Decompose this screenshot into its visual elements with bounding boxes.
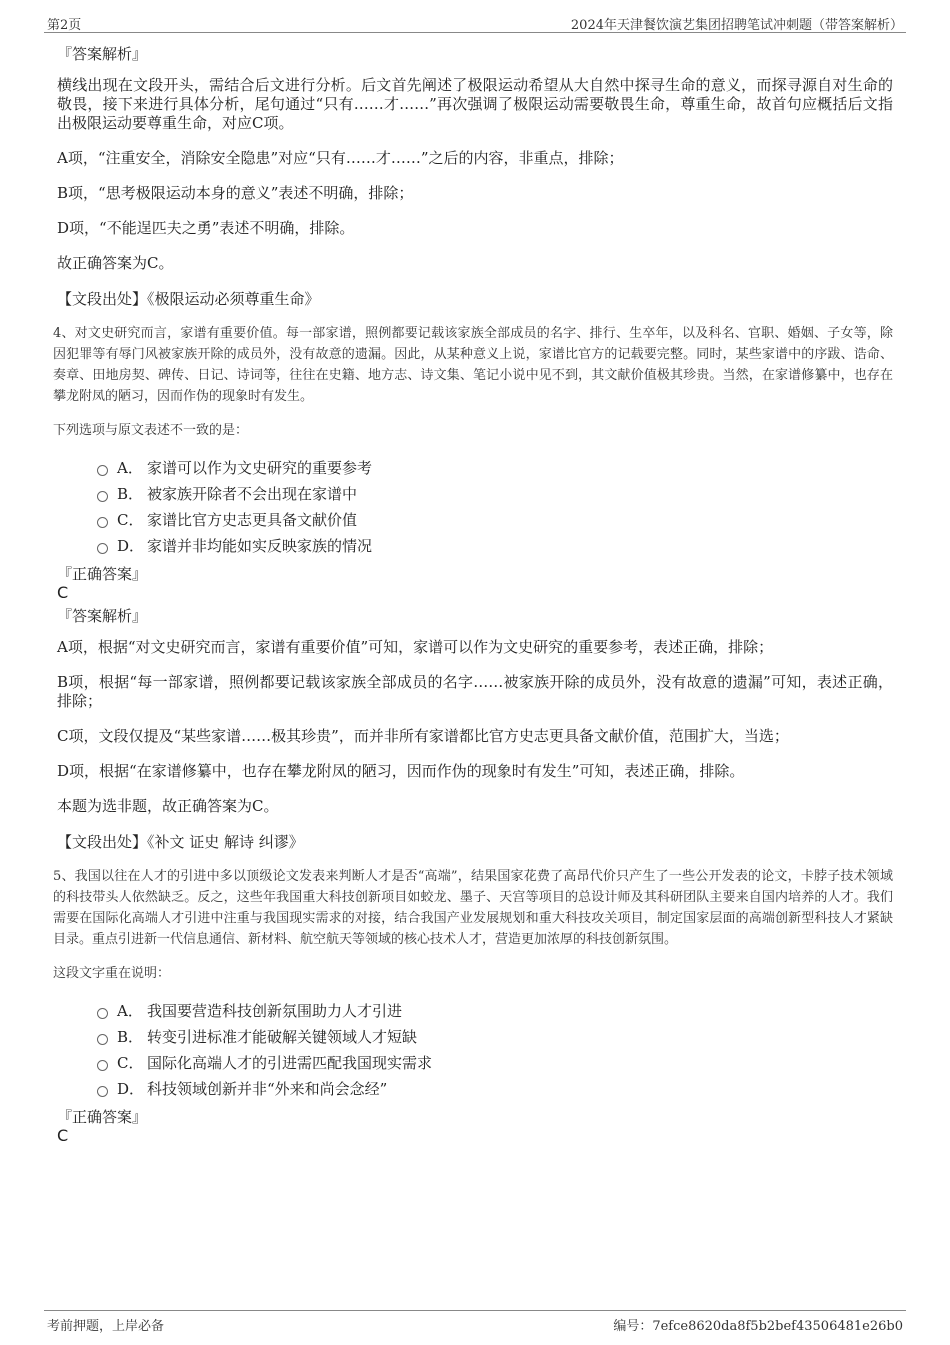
option-text: 转变引进标准才能破解关键领域人才短缺 xyxy=(147,1028,418,1046)
option-text: 我国要营造科技创新氛围助力人才引进 xyxy=(147,1002,403,1020)
correct-answer: C xyxy=(57,1126,69,1145)
radio-icon[interactable] xyxy=(97,1060,108,1071)
option-letter: D． xyxy=(117,537,145,555)
radio-icon[interactable] xyxy=(97,1034,108,1045)
analysis-paragraph: D项，根据“在家谱修纂中，也存在攀龙附凤的陋习，因而作伪的现象时有发生”可知，表述正确，排除。 xyxy=(57,762,745,780)
option-a[interactable] xyxy=(97,455,893,481)
option-text: 家谱比官方史志更具备文献价值 xyxy=(147,511,358,529)
option-letter: B． xyxy=(117,485,144,503)
source-citation: 【文段出处】《补文 证史 解诗 纠谬》 xyxy=(57,833,304,851)
option-letter: A． xyxy=(117,1002,143,1020)
radio-icon[interactable] xyxy=(97,1086,108,1097)
analysis-paragraph: 横线出现在文段开头，需结合后文进行分析。后文首先阐述了极限运动希望从大自然中探寻生命的意义，而探寻源自对生命的敬畏，接下来进行具体分析，尾句通过“只有……才……”再次强调了极限运动需要敬畏生命，尊重生命，故首句应概括后文指出极限运动要尊重生命，对应C项。 xyxy=(57,76,893,132)
option-text: 科技领域创新并非“外来和尚会念经” xyxy=(147,1080,388,1098)
analysis-label: 『答案解析』 xyxy=(57,45,148,63)
question-5-options xyxy=(57,998,893,1102)
question-5-prompt: 这段文字重在说明： xyxy=(53,966,171,981)
option-letter: B． xyxy=(117,1028,144,1046)
analysis-paragraph: D项，“不能逞匹夫之勇”表述不明确，排除。 xyxy=(57,219,355,237)
correct-answer-label: 『正确答案』 xyxy=(57,565,148,583)
question-5-text: 5、我国以往在人才的引进中多以顶级论文发表来判断人才是否“高端”，结果国家花费了高昂代价只产生了一些公开发表的论文，卡脖子技术领域的科技带头人依然缺乏。反之，这些年我国重大科技创新项目如蛟龙、墨子、天宫等项目的总设计师及其科研团队主要来自国内培养的人才。我们需要在国际化高端人才引进中注重与我国现实需求的对接，结合我国产业发展规划和重大科技攻关项目，制定国家层面的高端创新型科技人才紧缺目录。重点引进新一代信息通信、新材料、航空航天等领域的核心技术人才，营造更加浓厚的科技创新氛围。 xyxy=(53,869,893,947)
option-text: 被家族开除者不会出现在家谱中 xyxy=(147,485,358,503)
question-4-prompt: 下列选项与原文表述不一致的是： xyxy=(53,423,249,438)
analysis-paragraph: 本题为选非题，故正确答案为C。 xyxy=(57,797,279,815)
analysis-label: 『答案解析』 xyxy=(57,607,148,625)
question-4-text: 4、对文史研究而言，家谱有重要价值。每一部家谱，照例都要记载该家族全部成员的名字、排行、生卒年，以及科名、官职、婚姻、子女等，除因犯罪等有辱门风被家族开除的成员外，没有故意的遗漏。因此，从某种意义上说，家谱比官方的记载要完整。同时，某些家谱中的序跋、诰命、奏章、田地房契、碑传、日记、诗词等，往往在史籍、地方志、诗文集、笔记小说中见不到，其文献价值极其珍贵。当然，在家谱修纂中，也存在攀龙附凤的陋习，因而作伪的现象时有发生。 xyxy=(53,326,893,404)
option-letter: D． xyxy=(117,1080,145,1098)
question-4-options xyxy=(57,455,893,559)
page-footer xyxy=(44,1310,906,1333)
option-c[interactable] xyxy=(97,1050,893,1076)
page-content xyxy=(53,44,893,1149)
option-d[interactable] xyxy=(97,533,893,559)
option-text: 家谱并非均能如实反映家族的情况 xyxy=(147,537,373,555)
page-number: 第2页 xyxy=(47,18,82,33)
analysis-paragraph: A项，“注重安全，消除安全隐患”对应“只有……才……”之后的内容，非重点，排除； xyxy=(57,149,624,167)
source-citation: 【文段出处】《极限运动必须尊重生命》 xyxy=(57,290,320,308)
page-header xyxy=(44,12,906,33)
radio-icon[interactable] xyxy=(97,543,108,554)
analysis-paragraph: A项，根据“对文史研究而言，家谱有重要价值”可知，家谱可以作为文史研究的重要参考，表述正确，排除； xyxy=(57,638,774,656)
correct-answer-label: 『正确答案』 xyxy=(57,1108,148,1126)
option-b[interactable] xyxy=(97,481,893,507)
footer-slogan: 考前押题，上岸必备 xyxy=(47,1319,165,1334)
radio-icon[interactable] xyxy=(97,517,108,528)
option-text: 国际化高端人才的引进需匹配我国现实需求 xyxy=(147,1054,433,1072)
analysis-paragraph: C项，文段仅提及“某些家谱……极其珍贵”，而并非所有家谱都比官方史志更具备文献价值，范围扩大，当选； xyxy=(57,727,789,745)
analysis-paragraph: 故正确答案为C。 xyxy=(57,254,174,272)
analysis-paragraph: B项，根据“每一部家谱，照例都要记载该家族全部成员的名字……被家族开除的成员外，没有故意的遗漏”可知，表述正确，排除； xyxy=(57,673,893,710)
option-d[interactable] xyxy=(97,1076,893,1102)
correct-answer: C xyxy=(57,583,69,602)
option-text: 家谱可以作为文史研究的重要参考 xyxy=(147,459,373,477)
option-letter: A． xyxy=(117,459,143,477)
radio-icon[interactable] xyxy=(97,491,108,502)
radio-icon[interactable] xyxy=(97,1008,108,1019)
option-letter: C． xyxy=(117,1054,144,1072)
option-c[interactable] xyxy=(97,507,893,533)
document-title: 2024年天津餐饮演艺集团招聘笔试冲刺题（带答案解析） xyxy=(570,18,903,33)
analysis-paragraph: B项，“思考极限运动本身的意义”表述不明确，排除； xyxy=(57,184,414,202)
option-letter: C． xyxy=(117,511,144,529)
option-b[interactable] xyxy=(97,1024,893,1050)
radio-icon[interactable] xyxy=(97,465,108,476)
option-a[interactable] xyxy=(97,998,893,1024)
document-code: 编号：7efce8620da8f5b2bef43506481e26b0 xyxy=(613,1319,903,1334)
